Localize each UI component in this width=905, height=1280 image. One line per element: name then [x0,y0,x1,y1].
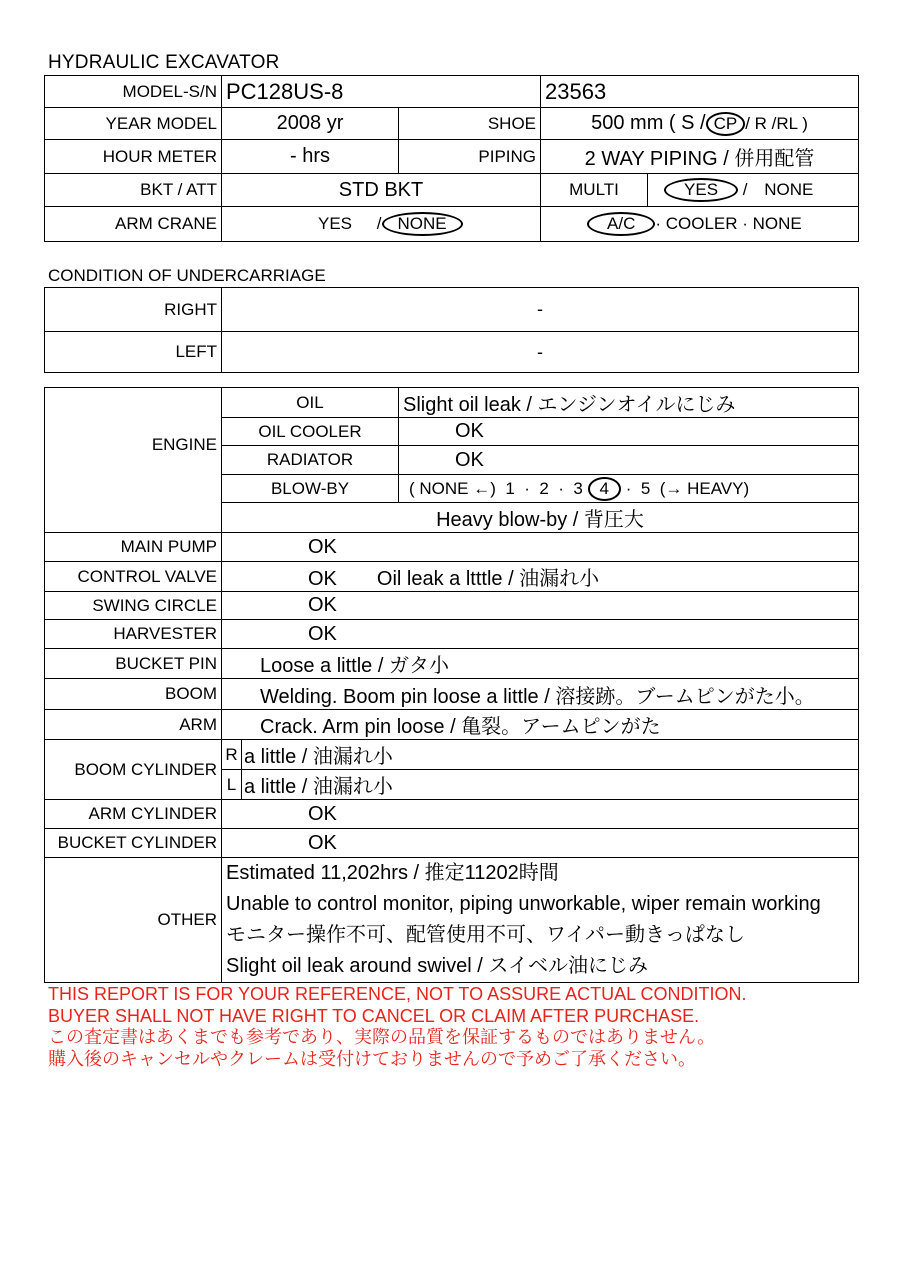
piping-value: 2 WAY PIPING / 併用配管 [541,140,859,174]
shoe-cp-selected: CP [706,112,746,136]
blowby-note: Heavy blow-by / 背圧大 [222,503,859,533]
radiator-value: OK [399,446,859,475]
main-pump-label: MAIN PUMP [45,533,222,562]
arm-crane-options [222,207,541,242]
oil-cooler-value: OK [399,418,859,446]
main-pump-value: OK [222,533,859,562]
spec-table [44,75,859,242]
control-valve-value [222,562,859,592]
control-valve-status: OK [308,568,337,590]
arm-crane-none-selected: NONE [382,212,463,236]
undercarriage-left-value: - [222,332,859,373]
document-title: HYDRAULIC EXCAVATOR [48,52,280,73]
multi-yes-selected: YES [664,178,738,202]
disclaimer-line: 購入後のキャンセルやクレームは受付けておりませんので予めご了承ください。 [48,1048,696,1069]
blowby-label: BLOW-BY [222,475,399,503]
multi-label: MULTI [541,174,648,207]
oil-value: Slight oil leak / エンジンオイルにじみ [399,388,859,418]
undercarriage-right-label: RIGHT [45,288,222,332]
ac-options [541,207,859,242]
other-notes [222,858,859,983]
control-valve-note: Oil leak a ltttle / 油漏れ小 [376,568,600,590]
arm-value: Crack. Arm pin loose / 亀裂。アームピンがた [222,710,859,740]
boom-cylinder-l-label: L [222,770,242,800]
undercarriage-right-value: - [222,288,859,332]
other-note-line: モニター操作不可、配管使用不可、ワイパー動きっぱなし [226,924,745,946]
serial-value: 23563 [541,76,859,108]
shoe-other-options: / R /RL ) [745,113,808,133]
boom-value: Welding. Boom pin loose a little / 溶接跡。ブームピンがた小。 [222,679,859,710]
disclaimer-line: THIS REPORT IS FOR YOUR REFERENCE, NOT TO ASSURE ACTUAL CONDITION. [48,984,747,1004]
boom-cylinder-label: BOOM CYLINDER [45,740,222,800]
bucket-cylinder-label: BUCKET CYLINDER [45,829,222,858]
ac-other-options: · COOLER · NONE [655,214,802,233]
boom-cylinder-r-value: a little / 油漏れ小 [242,740,859,770]
piping-label: PIPING [399,140,541,174]
other-note-line: Estimated 11,202hrs / 推定11202時間 [226,862,559,884]
year-value: 2008 yr [222,108,399,140]
blowby-scale [399,475,859,503]
ac-selected: A/C [587,212,655,236]
arm-crane-sep: / [376,214,382,233]
oil-cooler-label: OIL COOLER [222,418,399,446]
condition-table [44,387,859,983]
arm-cylinder-value: OK [222,800,859,829]
undercarriage-title: CONDITION OF UNDERCARRIAGE [48,266,326,285]
hour-label: HOUR METER [45,140,222,174]
hour-value: - hrs [222,140,399,174]
swing-circle-label: SWING CIRCLE [45,592,222,620]
shoe-width: 500 mm ( S / [591,111,706,134]
other-note-line: Unable to control monitor, piping unworkable, wiper remain working [226,893,821,915]
undercarriage-left-label: LEFT [45,332,222,373]
blowby-scale-high: · 5 (→ HEAVY) [621,478,750,498]
shoe-label: SHOE [399,108,541,140]
year-label: YEAR MODEL [45,108,222,140]
other-note-line: Slight oil leak around swivel / スイベル油にじみ [226,955,648,977]
shoe-value [541,108,859,140]
arm-crane-yes: YES [318,214,353,233]
undercarriage-table [44,287,859,373]
bkt-label: BKT / ATT [45,174,222,207]
harvester-label: HARVESTER [45,620,222,649]
multi-options [648,174,859,207]
model-value: PC128US-8 [222,76,541,108]
disclaimer-line: この査定書はあくまでも参考であり、実際の品質を保証するものではありません。 [48,1027,716,1047]
bkt-value: STD BKT [222,174,541,207]
multi-sep: / [742,180,748,199]
blowby-scale-low: ( NONE ←) 1 · 2 · 3 [409,478,588,498]
multi-none: NONE [764,180,814,199]
other-label: OTHER [45,858,222,983]
arm-cylinder-label: ARM CYLINDER [45,800,222,829]
disclaimer-line: BUYER SHALL NOT HAVE RIGHT TO CANCEL OR CLAIM AFTER PURCHASE. [48,1005,700,1026]
boom-cylinder-l-value: a little / 油漏れ小 [242,770,859,800]
bucket-pin-label: BUCKET PIN [45,649,222,679]
blowby-selected-level: 4 [588,477,621,501]
disclaimer [48,984,746,1070]
model-sn-label: MODEL-S/N [45,76,222,108]
harvester-value: OK [222,620,859,649]
boom-cylinder-r-label: R [222,740,242,770]
swing-circle-value: OK [222,592,859,620]
bucket-pin-value: Loose a little / ガタ小 [222,649,859,679]
boom-label: BOOM [45,679,222,710]
engine-label: ENGINE [45,388,222,533]
arm-crane-label: ARM CRANE [45,207,222,242]
oil-label: OIL [222,388,399,418]
bucket-cylinder-value: OK [222,829,859,858]
arm-label: ARM [45,710,222,740]
control-valve-label: CONTROL VALVE [45,562,222,592]
radiator-label: RADIATOR [222,446,399,475]
